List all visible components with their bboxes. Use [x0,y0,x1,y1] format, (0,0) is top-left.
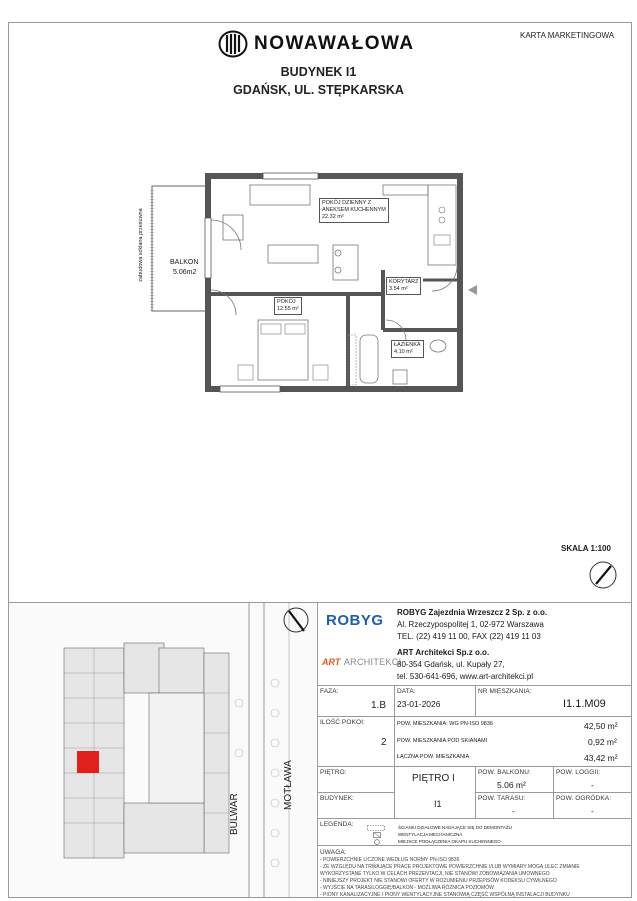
note-line: - POWIERZCHNIE LICZONE WEDŁUG NORMY PN-ISO 9836 [320,857,460,863]
art-address: 80-354 Gdańsk, ul. Kupały 27, [397,660,505,669]
room-label-bedroom: POKÓJ 12.55 m² [274,297,302,315]
legend-item-hood: MIEJSCE PODŁĄCZENIA OKAPU KUCHENNEGO [398,839,501,844]
divider [317,845,632,846]
card-type-label: KARTA MARKETINGOWA [520,31,615,40]
divider [317,716,632,717]
ventilation-icon [373,832,381,838]
garden-area-value: - [591,806,594,816]
area-walls-label: POW. MIESZKANIA POD SKIANAMI [397,738,488,744]
area-walls-value: 0,92 m² [588,737,617,747]
notes-title: UWAGA: [320,849,347,856]
balcony-area: 5.06m2 [173,269,197,276]
robyg-address: Al. Rzeczypospolitej 1, 02-972 Warszawa [397,620,544,629]
building-title: BUDYNEK I1 [280,65,357,79]
hood-connection-icon [373,839,381,845]
divider [475,685,476,716]
address-title: GDAŃSK, UL. STĘPKARSKA [233,83,404,97]
legend-item-ventilation: WENTYLACJA MECHANICZNA [398,832,463,837]
balcony-note: zabudowa szklana przesuwna [138,208,144,282]
rooms-value: 2 [381,737,387,748]
floor-label: PIĘTRO: [320,769,347,776]
divider [553,766,554,818]
area-total-label: ŁĄCZNA POW. MIESZKANIA [397,754,470,760]
brand-name: NOWAWAŁOWA [254,33,415,54]
divider [317,818,632,819]
divider [475,766,476,818]
apartment-number-label: NR MIESZKANIA: [478,688,532,695]
legend-item-walls: ŚCIANKI DZIAŁOWE NADAJĄCE SIĘ DO DEMONTAŻU [398,825,512,830]
apartment-highlight [77,751,99,773]
room-label-bathroom: ŁAZIENKA 4.10 m² [391,340,424,358]
terrace-area-label: POW. TARASU: [478,795,526,802]
terrace-area-value: - [512,806,515,816]
loggia-area-label: POW. LOGGII: [556,769,601,776]
date-value: 23-01-2026 [397,699,441,709]
robyg-name: ROBYG Zajezdnia Wrzeszcz 2 Sp. z o.o. [397,608,548,617]
apartment-number-value: I1.1.M09 [563,698,606,710]
loggia-area-value: - [591,780,594,790]
scale-label: SKALA 1:100 [561,544,611,553]
room-label-corridor: KORYTARZ 3.54 m² [386,277,421,295]
street-label-motlawa: MOTŁAWA [283,760,294,810]
building-label: BUDYNEK: [320,795,355,802]
rooms-label: ILOŚĆ POKOI: [320,719,365,726]
divider [394,685,395,818]
date-label: DATA: [397,688,416,695]
faza-value: 1.B [371,700,387,711]
area-total-value: 43,42 m² [584,753,618,763]
street-label-bulwar: BULWAR [229,793,240,835]
demolition-wall-icon [367,825,385,831]
note-line: - ZE WZGLĘDU NA TRWAJĄCE PRACE PROJEKTOWE POWIERZCHNIE I/LUB WYMIARY MOGĄ ULEC ZMIANIE [320,864,580,870]
note-line: - PIONY KANALIZACYJNE I PIONY WENTYLACYJNE STANOWIĄ CZĘŚĆ WSPÓLNĄ INSTALACJI BUDYNKU [320,892,570,898]
area-pn-value: 42,50 m² [584,721,618,731]
robyg-phone: TEL. (22) 419 11 00, FAX (22) 419 11 03 [397,632,541,641]
legend-title: LEGENDA: [320,821,354,828]
art-name: ART Architekci Sp.z o.o. [397,648,490,657]
art-logo: ART ARCHITEKCI [322,657,402,667]
robyg-logo: ROBYG [326,612,384,629]
floor-value: PIĘTRO I [412,773,455,784]
art-phone: tel. 530-641-696, www.art-architekci.pl [397,672,534,681]
area-pn-label: POW. MIESZKANIA: WG PN-ISO 9836 [397,721,493,727]
divider [317,602,318,898]
balcony-area-label: POW. BALKONU: [478,769,531,776]
balcony-label: BALKON [170,259,199,266]
garden-area-label: POW. OGRÓDKA: [556,795,612,802]
note-line: WYKORZYSTANE TYLKO W CELACH PREZENTACJI, NIE STANOWI ZOBOWIĄZANIA UMOWNEGO [320,871,550,877]
note-line: - NINIEJSZY PROJEKT NIE STANOWI OFERTY W ROZUMIENIU PRZEPISÓW KODEKSU CYWILNEGO [320,878,557,884]
room-label-living: POKÓJ DZIENNY Z ANEKSEM KUCHENNYM 22.32 m² [319,198,389,223]
balcony-area-value: 5.06 m² [497,780,526,790]
note-line: - WYJŚCIE NA TARAS/LOGGIĘ/BALKON - MOŻLIWA RÓŻNICA POZIOMÓW [320,885,494,891]
faza-label: FAZA: [320,688,339,695]
divider [317,792,394,793]
notes-list [320,857,628,899]
site-plan [9,603,316,897]
building-value: I1 [434,799,442,809]
